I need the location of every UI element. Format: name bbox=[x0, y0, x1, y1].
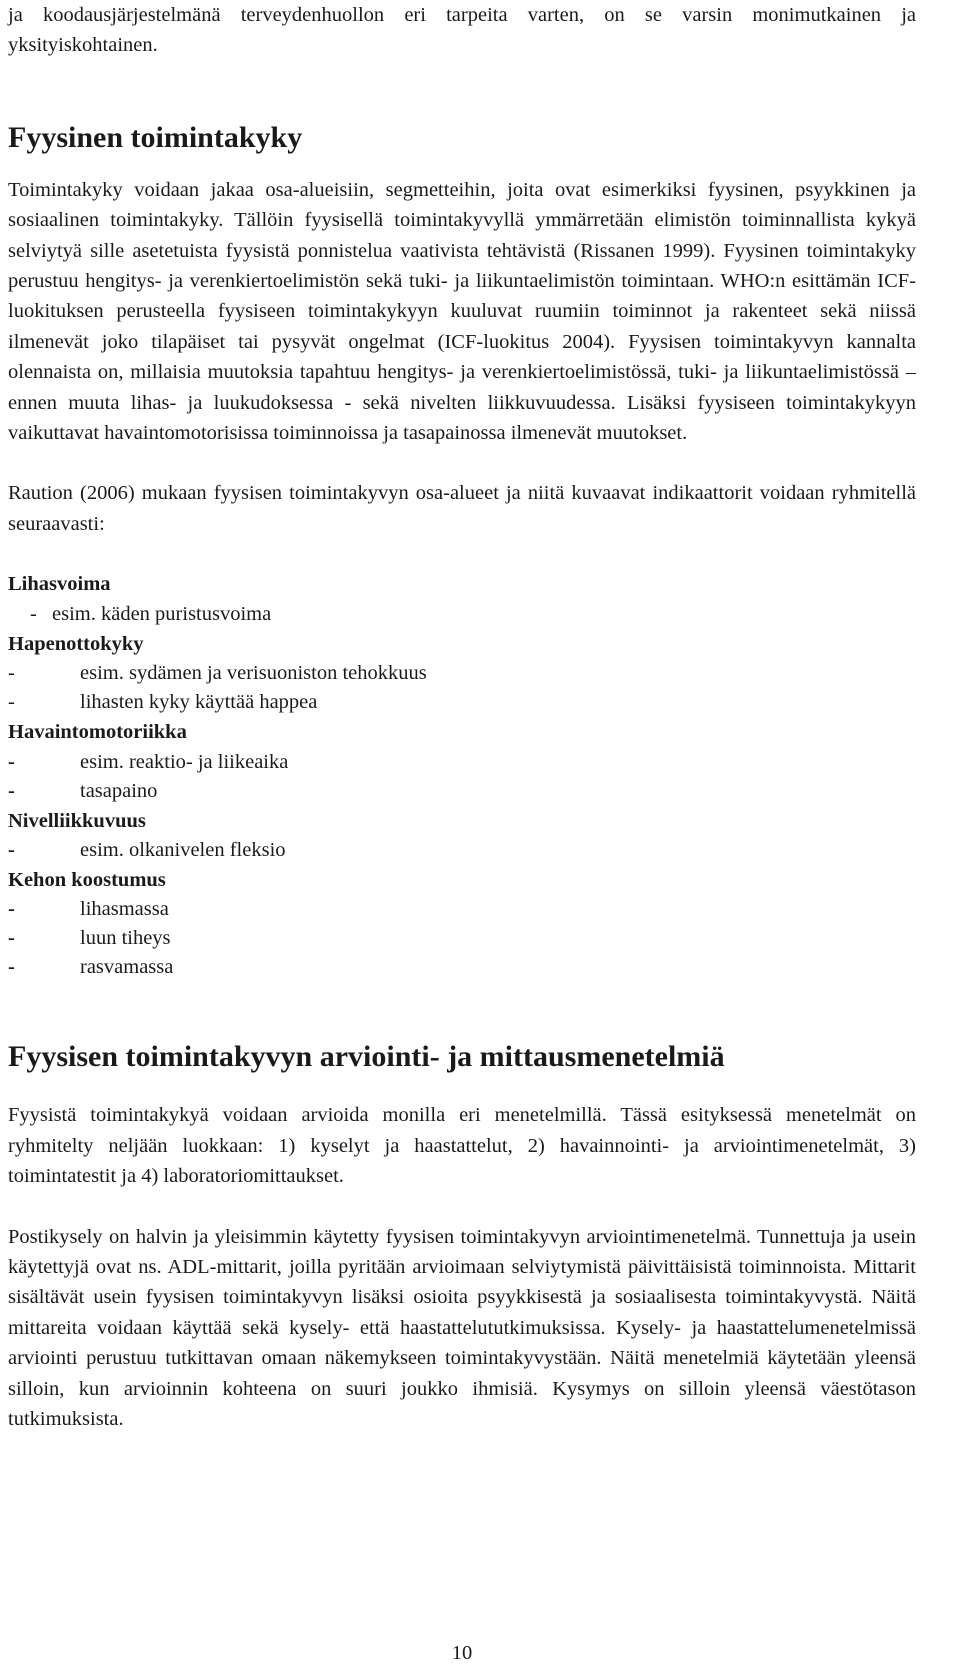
list-item bbox=[8, 659, 916, 688]
dash-marker: - bbox=[8, 838, 15, 861]
dash-marker: - bbox=[8, 927, 15, 950]
indicator-list bbox=[8, 569, 916, 982]
dash-marker: - bbox=[8, 691, 15, 714]
list-item-text: lihasmassa bbox=[80, 898, 169, 921]
list-item bbox=[8, 924, 916, 953]
list-item-text: tasapaino bbox=[80, 779, 158, 802]
list-item-text: rasvamassa bbox=[80, 956, 174, 979]
list-item-text: esim. olkanivelen fleksio bbox=[80, 838, 286, 861]
intro-paragraph: ja koodausjärjestelmänä terveydenhuollon eri tarpeita varten, on se varsin monimutkainen ja yksityiskohtainen. bbox=[8, 4, 916, 57]
list-item bbox=[8, 953, 916, 982]
category-hapenottokyky bbox=[8, 629, 916, 717]
category-lihasvoima bbox=[8, 569, 916, 628]
list-item bbox=[8, 748, 916, 777]
section-heading-arviointi-menetelmat: Fyysisen toimintakyvyn arviointi- ja mittausmenetelmiä bbox=[8, 1040, 725, 1074]
dash-marker: - bbox=[30, 602, 37, 625]
section-heading-fyysinen-toimintakyky: Fyysinen toimintakyky bbox=[8, 120, 303, 154]
category-title: Havaintomotoriikka bbox=[8, 721, 187, 744]
list-item bbox=[8, 836, 916, 865]
category-title: Kehon koostumus bbox=[8, 868, 166, 891]
body-paragraph: Raution (2006) mukaan fyysisen toimintakyvyn osa-alueet ja niitä kuvaavat indikaattorit voidaan ryhmitellä seuraavasti: bbox=[8, 482, 916, 535]
dash-marker: - bbox=[8, 956, 15, 979]
category-nivelliikkuvuus bbox=[8, 806, 916, 865]
list-item bbox=[8, 777, 916, 806]
dash-marker: - bbox=[8, 662, 15, 685]
category-title: Nivelliikkuvuus bbox=[8, 809, 146, 832]
category-havaintomotoriikka bbox=[8, 717, 916, 805]
list-item-text: lihasten kyky käyttää happea bbox=[80, 691, 318, 714]
list-item bbox=[8, 600, 916, 629]
list-item bbox=[8, 895, 916, 924]
page-number: 10 bbox=[451, 1642, 473, 1664]
dash-marker: - bbox=[8, 898, 15, 921]
category-title: Hapenottokyky bbox=[8, 632, 144, 655]
list-item-text: esim. sydämen ja verisuoniston tehokkuus bbox=[80, 662, 427, 685]
category-kehon-koostumus bbox=[8, 865, 916, 982]
document-page bbox=[8, 0, 916, 1664]
body-paragraph: Postikysely on halvin ja yleisimmin käytetty fyysisen toimintakyvyn arviointimenetelmä. Tunnettuja ja usein käytettyjä ovat ns. ADL-mittarit, joilla pyritään arvioimaan selviytymistä päivittäisistä toiminnoista. Mittarit sisältävät usein fyysisen toimintakyvyn lisäksi osioita psyykkisestä ja sosiaalisesta toimintakyvystä. Näitä mittareita voidaan käyttää sekä kysely- että haastattelututkimuksissa. Kysely- ja haastattelumenetelmissä arviointi perustuu tutkittavan omaan näkemykseen toimintakyvystään. Näitä menetelmiä käytetään yleensä silloin, kun arvioinnin kohteena on suuri joukko ihmisiä. Kysymys on silloin yleensä väestötason tutkimuksista. bbox=[8, 1225, 916, 1430]
dash-marker: - bbox=[8, 750, 15, 773]
list-item bbox=[8, 688, 916, 717]
dash-marker: - bbox=[8, 779, 15, 802]
category-title: Lihasvoima bbox=[8, 573, 111, 596]
body-paragraph: Toimintakyky voidaan jakaa osa-alueisiin, segmetteihin, joita ovat esimerkiksi fyysinen, psyykkinen ja sosiaalinen toimintakyky. Tällöin fyysisellä toimintakyvyllä ymmärretään elimistön toiminnallista kykyä selviytyä sille asetetuista fyysistä ponnistelua vaativista tehtävistä (Rissanen 1999). Fyysinen toimintakyky perustuu hengitys- ja verenkiertoelimistön sekä tuki- ja liikuntaelimistön toimintaan. WHO:n esittämän ICF-luokituksen perusteella fyysiseen toimintakykyyn kuuluvat ruumiin toiminnot ja rakenteet sekä niissä ilmenevät joko tilapäiset tai pysyvät ongelmat (ICF-luokitus 2004). Fyysisen toimintakyvyn kannalta olennaista on, millaisia muutoksia tapahtuu hengitys- ja verenkiertoelimistössä, tuki- ja liikuntaelimistössä – ennen muuta lihas- ja luukudoksessa - sekä nivelten liikkuvuudessa. Lisäksi fyysiseen toimintakykyyn vaikuttavat havaintomotorisissa toiminnoissa ja tasapainossa ilmenevät muutokset. bbox=[8, 178, 916, 445]
list-item-text: luun tiheys bbox=[80, 927, 171, 950]
list-item-text: esim. käden puristusvoima bbox=[52, 602, 272, 625]
list-item-text: esim. reaktio- ja liikeaika bbox=[80, 750, 289, 773]
body-paragraph: Fyysistä toimintakykyä voidaan arvioida monilla eri menetelmillä. Tässä esityksessä menetelmät on ryhmitelty neljään luokkaan: 1) kyselyt ja haastattelut, 2) havainnointi- ja arviointimenetelmät, 3) toimintatestit ja 4) laboratoriomittaukset. bbox=[8, 1104, 916, 1188]
